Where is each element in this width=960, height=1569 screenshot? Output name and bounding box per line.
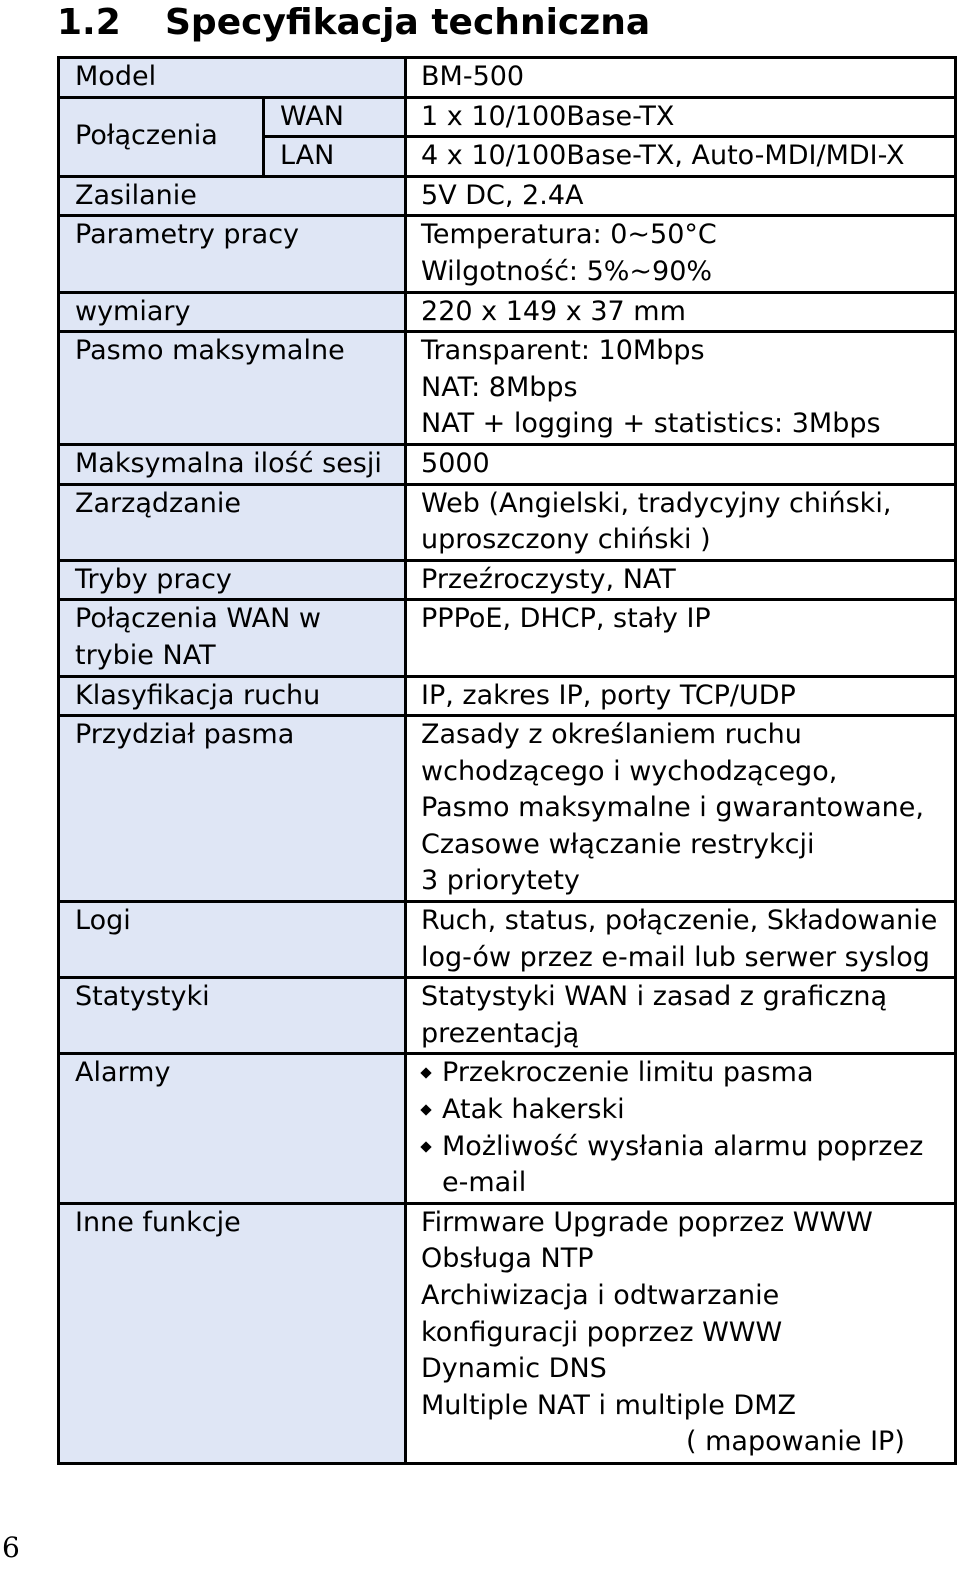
value-line: NAT: 8Mbps (421, 371, 578, 403)
alarm-item (421, 1129, 954, 1166)
value-line: Ruch, status, połączenie, Składowanie (421, 905, 938, 937)
row-value: 220 x 149 x 37 mm (406, 292, 956, 332)
value-line: uproszczony chiński ) (421, 524, 711, 556)
row-logs (59, 902, 956, 978)
row-label: Pasmo maksymalne (59, 332, 406, 445)
row-value: Przeźroczysty, NAT (406, 560, 956, 600)
row-operating (59, 216, 956, 292)
value-line: Archiwizacja i odtwarzanie (421, 1280, 780, 1312)
value-line: ( mapowanie IP) (686, 1426, 905, 1458)
row-label: Klasyfikacja ruchu (59, 676, 406, 716)
value-line: prezentacją (421, 1017, 580, 1049)
row-value: PPPoE, DHCP, stały IP (406, 600, 956, 676)
row-value: BM-500 (406, 58, 956, 98)
row-allocation (59, 716, 956, 902)
row-value (406, 716, 956, 902)
row-label: Połączenia (59, 97, 264, 176)
label-line: trybie NAT (75, 639, 216, 671)
row-management (59, 484, 956, 560)
sub-label-wan: WAN (264, 97, 406, 137)
value-line: wchodzącego i wychodzącego, (421, 755, 838, 787)
value-line: konfiguracji poprzez WWW (421, 1316, 783, 1348)
row-label: Alarmy (59, 1054, 406, 1203)
label-line: Połączenia WAN w (75, 603, 321, 635)
row-value (406, 332, 956, 445)
row-power (59, 176, 956, 216)
row-label: Inne funkcje (59, 1203, 406, 1463)
row-label: Parametry pracy (59, 216, 406, 292)
page-number: 6 (2, 1531, 20, 1564)
alarm-text: Przekroczenie limitu pasma (442, 1057, 814, 1089)
alarm-text: Możliwość wysłania alarmu poprzez (442, 1130, 924, 1162)
value-line: NAT + logging + statistics: 3Mbps (421, 408, 881, 440)
row-label: Zasilanie (59, 176, 406, 216)
spec-table (57, 56, 957, 1465)
value-line: Temperatura: 0~50°C (421, 219, 717, 251)
row-label: Model (59, 58, 406, 98)
value-line: Transparent: 10Mbps (421, 335, 705, 367)
value-line: Dynamic DNS (421, 1353, 607, 1385)
alarm-item (421, 1092, 954, 1129)
row-sessions (59, 444, 956, 484)
value-line: Pasmo maksymalne i gwarantowane, (421, 792, 924, 824)
row-model (59, 58, 956, 98)
diamond-bullet-icon (420, 1104, 431, 1115)
row-value: 4 x 10/100Base-TX, Auto-MDI/MDI-X (406, 137, 956, 177)
row-modes (59, 560, 956, 600)
row-connections-wan (59, 97, 956, 137)
value-line: Web (Angielski, tradycyjny chiński, (421, 487, 892, 519)
row-value: IP, zakres IP, porty TCP/UDP (406, 676, 956, 716)
value-line: Statystyki WAN i zasad z graficzną (421, 981, 888, 1013)
alarm-text: e-mail (442, 1167, 527, 1199)
row-other (59, 1203, 956, 1463)
row-value (406, 1203, 956, 1463)
row-classification (59, 676, 956, 716)
row-value (406, 216, 956, 292)
sub-label-lan: LAN (264, 137, 406, 177)
alarm-item (421, 1055, 954, 1092)
row-value (406, 484, 956, 560)
value-line: Obsługa NTP (421, 1243, 594, 1275)
diamond-bullet-icon (420, 1068, 431, 1079)
row-value (406, 1054, 956, 1203)
alarm-text: Atak hakerski (442, 1094, 625, 1126)
value-line: Multiple NAT i multiple DMZ (421, 1389, 796, 1421)
value-line: Firmware Upgrade poprzez WWW (421, 1206, 873, 1238)
value-line: Zasady z określaniem ruchu (421, 719, 802, 751)
row-bandwidth (59, 332, 956, 445)
value-line: log-ów przez e-mail lub serwer syslog (421, 941, 930, 973)
row-value: 1 x 10/100Base-TX (406, 97, 956, 137)
row-stats (59, 978, 956, 1054)
section-number: 1.2 (57, 2, 121, 43)
row-value (406, 902, 956, 978)
row-value: 5V DC, 2.4A (406, 176, 956, 216)
row-label: Przydział pasma (59, 716, 406, 902)
value-line: 3 priorytety (421, 865, 580, 897)
row-value: 5000 (406, 444, 956, 484)
row-dimensions (59, 292, 956, 332)
row-label: Statystyki (59, 978, 406, 1054)
row-alarms (59, 1054, 956, 1203)
value-line: Wilgotność: 5%~90% (421, 255, 713, 287)
row-value (406, 978, 956, 1054)
alarm-item-continued (421, 1165, 954, 1202)
row-label: Tryby pracy (59, 560, 406, 600)
row-label (59, 600, 406, 676)
row-label: Maksymalna ilość sesji (59, 444, 406, 484)
row-label: Logi (59, 902, 406, 978)
row-label: wymiary (59, 292, 406, 332)
section-title: Specyfikacja techniczna (165, 2, 651, 43)
value-line: Czasowe włączanie restrykcji (421, 828, 815, 860)
section-heading (57, 0, 650, 46)
row-wan-nat (59, 600, 956, 676)
row-label: Zarządzanie (59, 484, 406, 560)
diamond-bullet-icon (420, 1141, 431, 1152)
